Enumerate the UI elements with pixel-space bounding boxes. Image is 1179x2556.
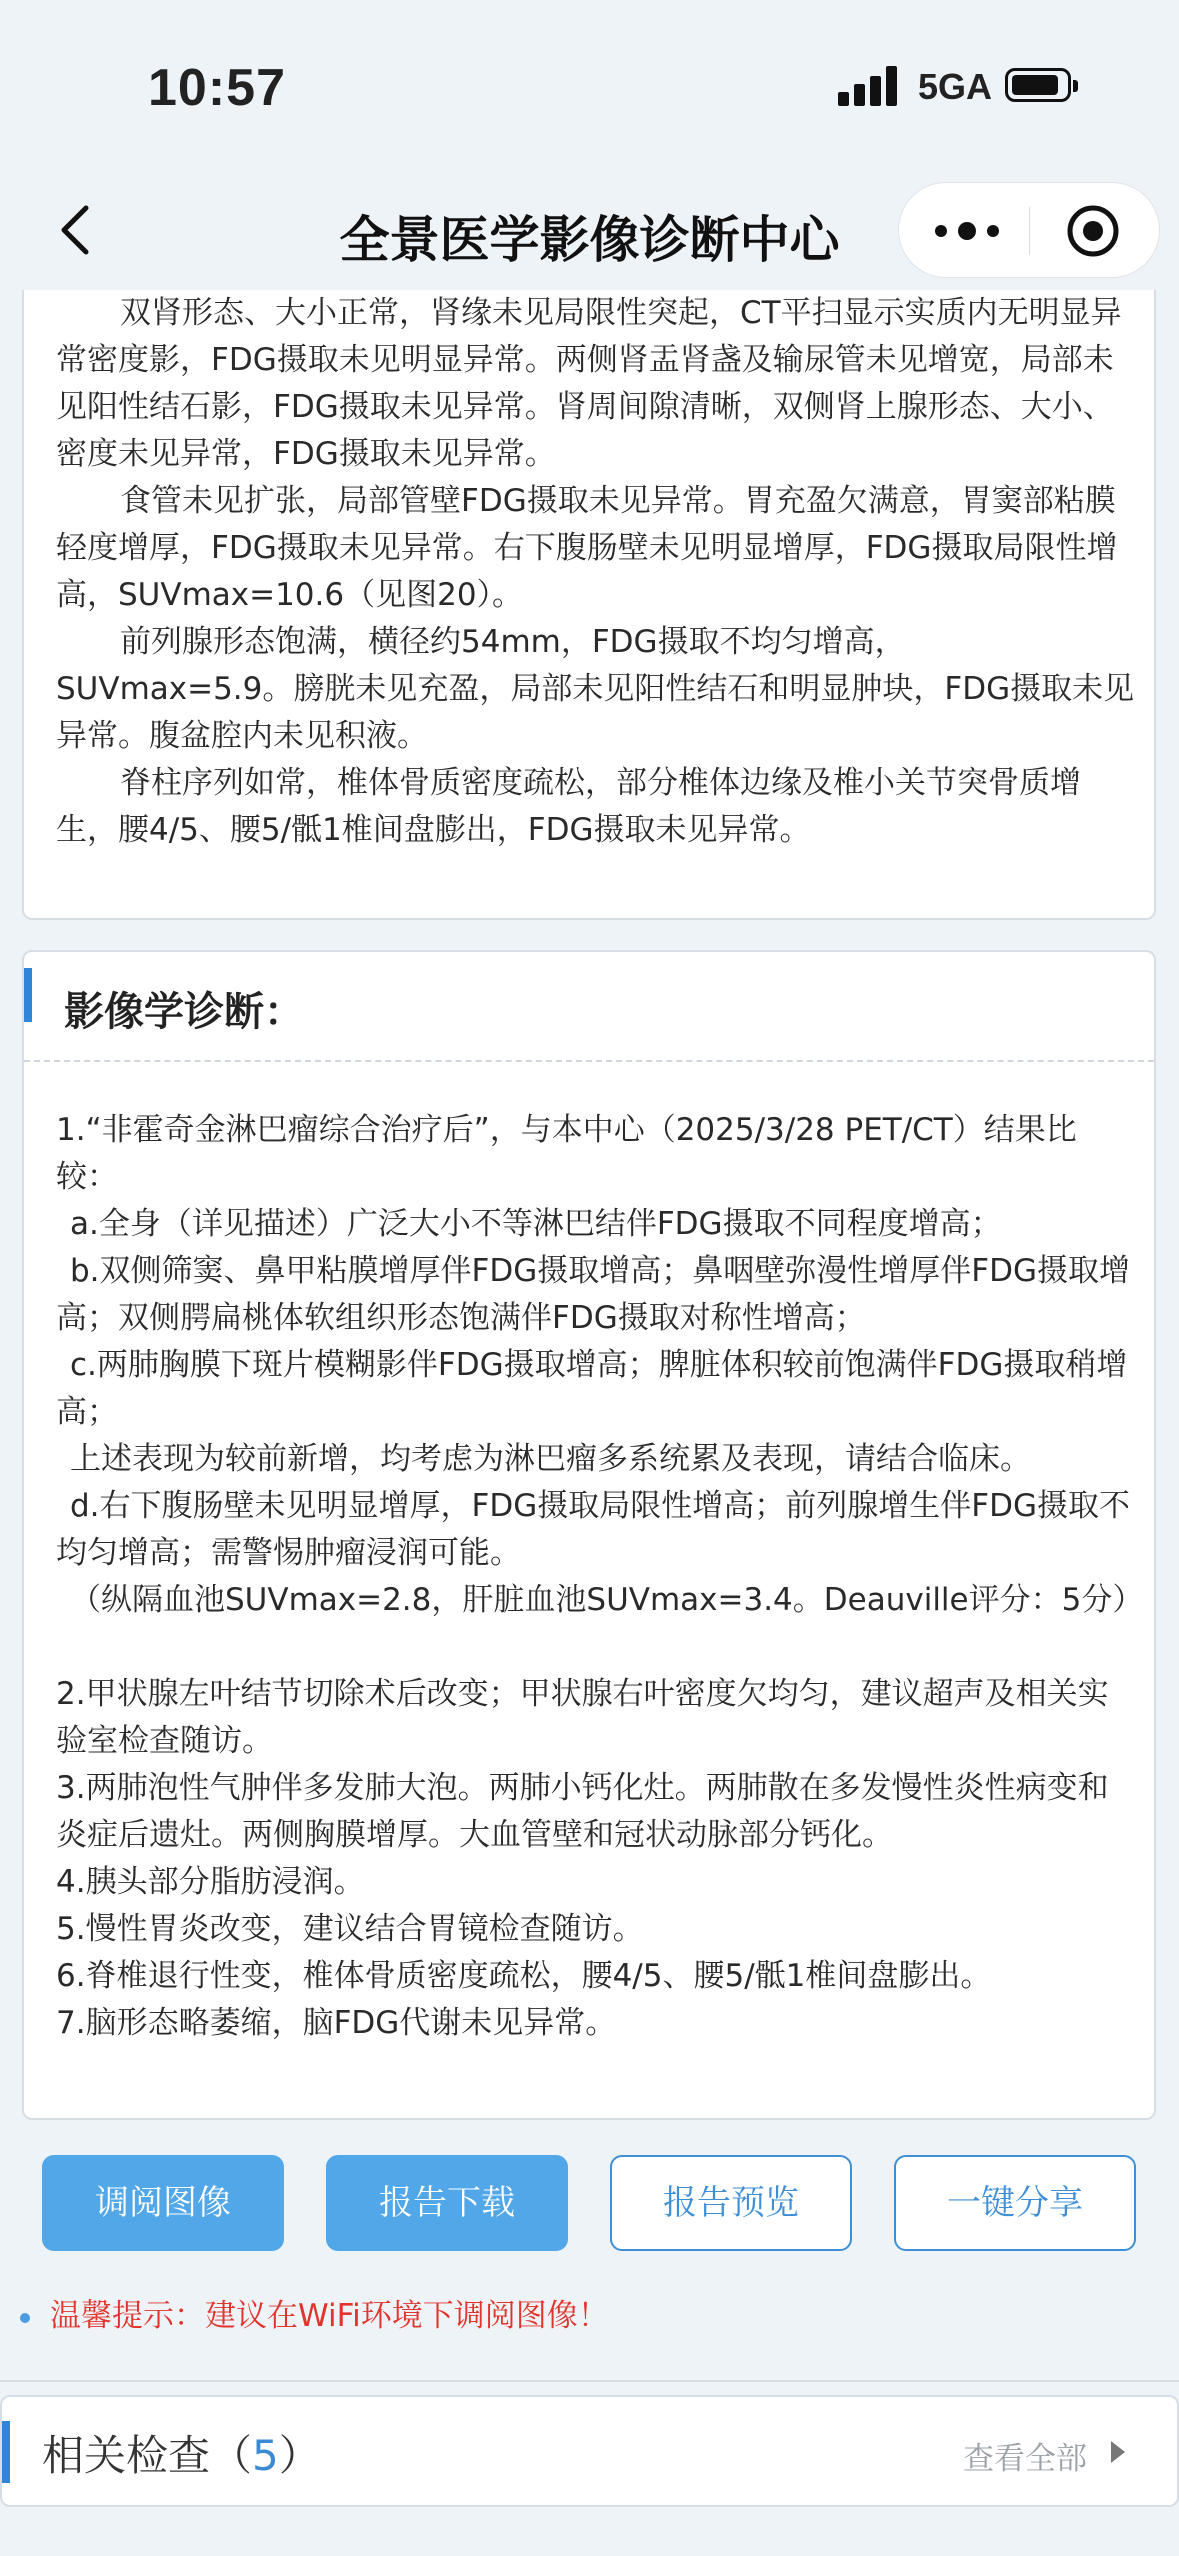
findings-paragraph: 脊柱序列如常，椎体骨质密度疏松，部分椎体边缘及椎小关节突骨质增生，腰4/5、腰5/骶1椎间盘膨出，FDG摄取未见异常。 — [56, 765, 1081, 848]
close-target-icon[interactable] — [1065, 203, 1121, 259]
related-exams-title: 相关检查（5） — [42, 2431, 321, 2480]
diagnosis-line: 3.两肺泡性气肿伴多发肺大泡。两肺小钙化灶。两肺散在多发慢性炎性病变和炎症后遗灶。两侧胸膜增厚。大血管壁和冠状动脉部分钙化。 — [56, 1770, 1109, 1853]
bullet-icon — [20, 2313, 30, 2323]
preview-report-button[interactable]: 报告预览 — [610, 2155, 852, 2251]
section-accent-bar — [2, 2421, 10, 2483]
diagnosis-panel — [22, 950, 1156, 2120]
diagnosis-line: 1.“非霍奇金淋巴瘤综合治疗后”，与本中心（2025/3/28 PET/CT）结果比较： — [56, 1112, 1077, 1195]
diagnosis-line: c.两肺胸膜下斑片模糊影伴FDG摄取增高；脾脏体积较前饱满伴FDG摄取稍增高； — [56, 1347, 1128, 1430]
network-label: 5GA — [918, 66, 993, 107]
download-report-button[interactable]: 报告下载 — [326, 2155, 568, 2251]
diagnosis-line: 4.胰头部分脂肪浸润。 — [56, 1864, 365, 1900]
diagnosis-line: d.右下腹肠壁未见明显增厚，FDG摄取局限性增高；前列腺增生伴FDG摄取不均匀增高；需警惕肿瘤浸润可能。 — [56, 1488, 1130, 1571]
section-divider — [0, 2380, 1179, 2382]
share-button[interactable]: 一键分享 — [894, 2155, 1136, 2251]
findings-paragraph: 食管未见扩张，局部管壁FDG摄取未见异常。胃充盈欠满意，胃窦部粘膜轻度增厚，FDG摄取未见异常。右下腹肠壁未见明显增厚，FDG摄取局限性增高，SUVmax=10.6（见图20）。 — [56, 483, 1118, 613]
findings-paragraph: 双肾形态、大小正常，肾缘未见局限性突起，CT平扫显示实质内无明显异常密度影，FDG摄取未见明显异常。两侧肾盂肾盏及输尿管未见增宽，局部未见阳性结石影，FDG摄取未见异常。肾周间隙清晰，双侧肾上腺形态、大小、密度未见异常，FDG摄取未见异常。 — [56, 295, 1122, 472]
related-exams-section[interactable] — [0, 2395, 1179, 2507]
diagnosis-line: 5.慢性胃炎改变，建议结合胃镜检查随访。 — [56, 1911, 644, 1947]
section-accent-bar — [24, 968, 32, 1022]
diagnosis-line: 2.甲状腺左叶结节切除术后改变；甲状腺右叶密度欠均匀，建议超声及相关实验室检查随访。 — [56, 1676, 1109, 1759]
more-icon[interactable] — [929, 213, 1005, 249]
mini-program-capsule — [898, 182, 1160, 278]
status-bar — [0, 0, 1179, 170]
battery-icon — [1005, 68, 1071, 102]
view-all-link[interactable]: 查看全部 — [963, 2441, 1087, 2477]
findings-paragraph: 前列腺形态饱满，横径约54mm，FDG摄取不均匀增高，SUVmax=5.9。膀胱未见充盈，局部未见阳性结石和明显肿块，FDG摄取未见异常。腹盆腔内未见积液。 — [56, 624, 1135, 754]
wifi-tip — [20, 2290, 609, 2335]
findings-panel — [22, 290, 1156, 920]
signal-icon — [838, 66, 900, 106]
status-time: 10:57 — [148, 59, 286, 117]
diagnosis-line: 7.脑形态略萎缩，脑FDG代谢未见异常。 — [56, 2005, 617, 2041]
page-title: 全景医学影像诊断中心 — [339, 211, 840, 269]
diagnosis-title: 影像学诊断： — [64, 989, 304, 1035]
diagnosis-line: 6.脊椎退行性变，椎体骨质密度疏松，腰4/5、腰5/骶1椎间盘膨出。 — [56, 1958, 992, 1994]
diagnosis-line: a.全身（详见描述）广泛大小不等淋巴结伴FDG摄取不同程度增高； — [70, 1206, 1002, 1242]
view-images-button[interactable]: 调阅图像 — [42, 2155, 284, 2251]
capsule-divider — [1029, 207, 1030, 255]
diagnosis-line: （纵隔血池SUVmax=2.8，肝脏血池SUVmax=3.4。Deauville评分：5分） — [70, 1582, 1144, 1618]
chevron-right-icon[interactable] — [1107, 2439, 1127, 2465]
related-count: 5 — [252, 2431, 279, 2480]
diagnosis-header — [24, 952, 1154, 1062]
wifi-tip-text: 温馨提示：建议在WiFi环境下调阅图像！ — [50, 2298, 609, 2334]
diagnosis-line: 上述表现为较前新增，均考虑为淋巴瘤多系统累及表现，请结合临床。 — [70, 1441, 1031, 1477]
diagnosis-line: b.双侧筛窦、鼻甲粘膜增厚伴FDG摄取增高；鼻咽壁弥漫性增厚伴FDG摄取增高；双侧腭扁桃体软组织形态饱满伴FDG摄取对称性增高； — [56, 1253, 1130, 1336]
nav-bar — [0, 170, 1179, 295]
